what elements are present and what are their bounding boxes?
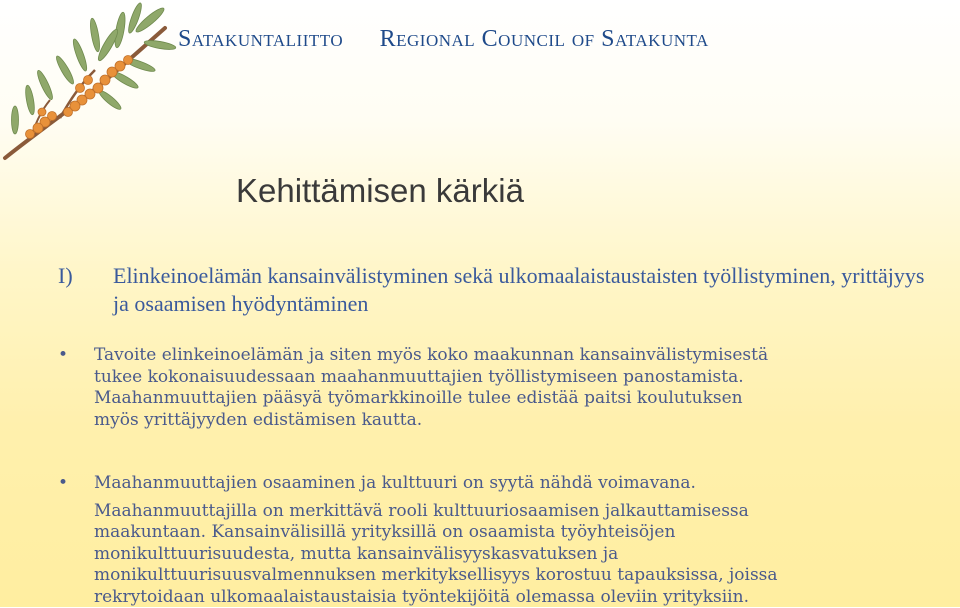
bullet-line: Maahanmuuttajilla on merkittävä rooli kulttuuriosaamisen jalkauttamisessa: [94, 501, 918, 523]
bullet-marker: •: [58, 345, 68, 367]
bullet-list-item-2: [58, 473, 918, 608]
slide-title: Kehittämisen kärkiä: [236, 172, 524, 210]
bullet-line: Tavoite elinkeinoelämän ja siten myös koko maakunnan kansainvälistymisestä: [94, 345, 918, 367]
bullet-line: Maahanmuuttajien osaaminen ja kulttuuri on syytä nähdä voimavana.: [94, 473, 918, 495]
bullet-line: Maahanmuuttajien pääsyä työmarkkinoille tulee edistää paitsi koulutuksen: [94, 388, 918, 410]
bullet-list-item-1: [58, 345, 918, 431]
section-heading: [58, 262, 938, 318]
bullet-line: monikulttuurisuudesta, mutta kansainvälisyyskasvatuksen ja: [94, 544, 918, 566]
organization-name-en: Regional Council of Satakunta: [380, 26, 709, 52]
organization-name-fi: Satakuntaliitto: [178, 26, 343, 52]
organization-name: [178, 26, 739, 53]
bullet-line: rekrytoidaan ulkomaalaistaustaisia työntekijöitä olemassa oleviin yrityksiin.: [94, 587, 918, 608]
bullet-line: myös yrittäjyyden edistämisen kautta.: [94, 410, 918, 432]
bullet-marker: •: [58, 473, 68, 495]
bullet-line: maakuntaan. Kansainvälisillä yrityksillä on osaamista työyhteisöjen: [94, 522, 918, 544]
bullet-line: tukee kokonaisuudessaan maahanmuuttajien työllistymiseen panostamista.: [94, 367, 918, 389]
sea-buckthorn-branch-icon: [0, 0, 180, 170]
section-heading-text: Elinkeinoelämän kansainvälistyminen sekä ulkomaalaistaustaisten työllistyminen, yrittäjyys ja osaamisen hyödyntäminen: [113, 262, 938, 318]
section-number: I): [58, 262, 73, 290]
bullet-line: monikulttuurisuusvalmennuksen merkityksellisyys korostuu tapauksissa, joissa: [94, 565, 918, 587]
